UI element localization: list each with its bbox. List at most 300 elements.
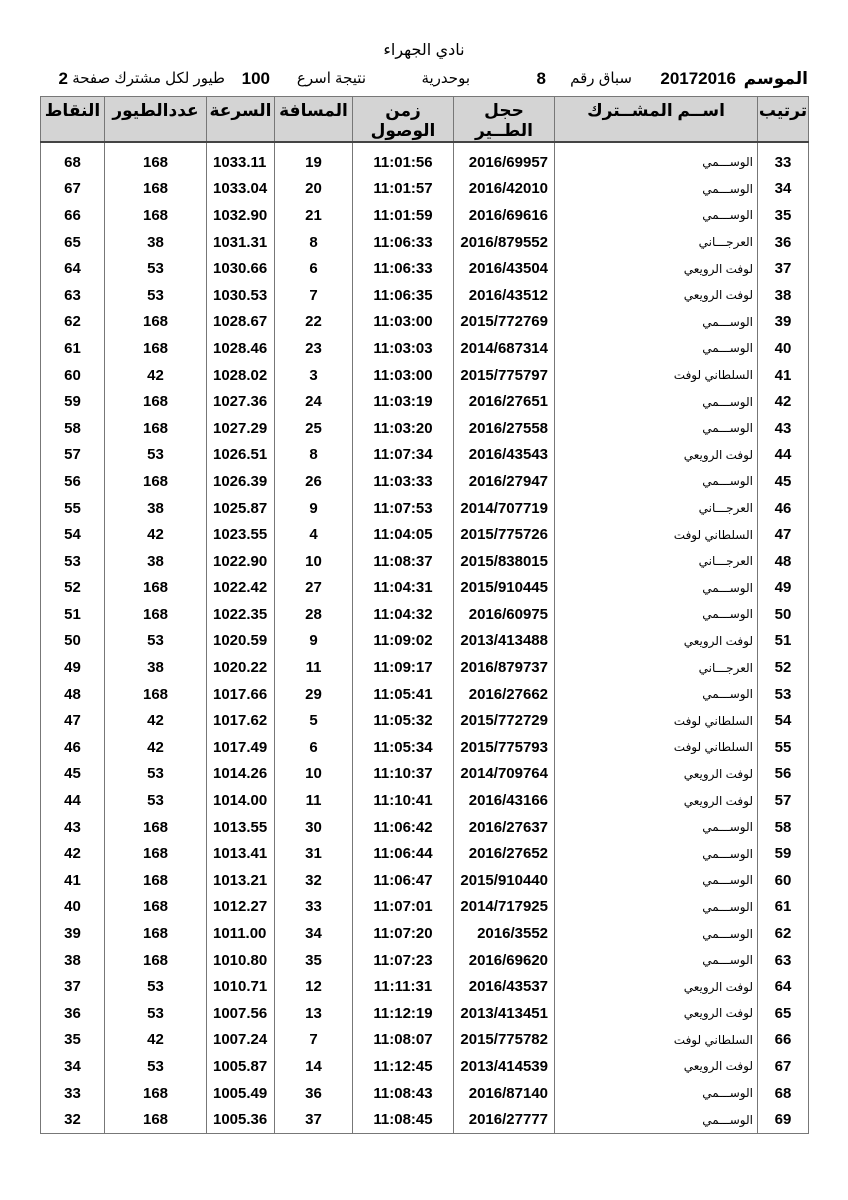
points-cell: 60 <box>41 362 105 389</box>
name-cell: العرجـــاني <box>555 654 758 681</box>
speed-cell: 1031.31 <box>207 229 275 256</box>
rank-cell: 63 <box>758 947 809 974</box>
rank-cell: 54 <box>758 707 809 734</box>
table-row <box>41 734 809 761</box>
name-cell: لوفت الرويعي <box>555 282 758 309</box>
table-row <box>41 388 809 415</box>
table-row <box>41 867 809 894</box>
speed-cell: 1028.46 <box>207 335 275 362</box>
distance-cell: 13 <box>275 1000 353 1027</box>
distance-cell: 3 <box>275 362 353 389</box>
name-cell: لوفت الرويعي <box>555 761 758 788</box>
speed-cell: 1028.67 <box>207 309 275 336</box>
table-header-row <box>41 97 809 143</box>
ring-cell: 2016/69957 <box>454 149 555 176</box>
points-cell: 33 <box>41 1080 105 1107</box>
speed-cell: 1023.55 <box>207 521 275 548</box>
rank-cell: 51 <box>758 628 809 655</box>
birds-cell: 53 <box>105 628 207 655</box>
birds-cell: 42 <box>105 707 207 734</box>
ring-cell: 2016/27777 <box>454 1106 555 1133</box>
name-cell: الوســـمي <box>555 681 758 708</box>
ring-cell: 2014/687314 <box>454 335 555 362</box>
points-cell: 51 <box>41 601 105 628</box>
distance-cell: 8 <box>275 229 353 256</box>
speed-cell: 1005.87 <box>207 1053 275 1080</box>
birds-cell: 168 <box>105 840 207 867</box>
speed-cell: 1022.42 <box>207 575 275 602</box>
birds-cell: 38 <box>105 548 207 575</box>
birds-cell: 168 <box>105 867 207 894</box>
arrival-cell: 11:03:33 <box>353 468 454 495</box>
distance-cell: 28 <box>275 601 353 628</box>
distance-cell: 6 <box>275 255 353 282</box>
table-row <box>41 309 809 336</box>
birds-cell: 42 <box>105 1027 207 1054</box>
name-cell: الوســـمي <box>555 335 758 362</box>
speed-cell: 1017.62 <box>207 707 275 734</box>
ring-cell: 2013/413451 <box>454 1000 555 1027</box>
birds-cell: 168 <box>105 468 207 495</box>
birds-cell: 168 <box>105 1106 207 1133</box>
points-cell: 44 <box>41 787 105 814</box>
points-cell: 56 <box>41 468 105 495</box>
points-cell: 46 <box>41 734 105 761</box>
speed-cell: 1026.51 <box>207 442 275 469</box>
arrival-cell: 11:08:43 <box>353 1080 454 1107</box>
arrival-cell: 11:06:42 <box>353 814 454 841</box>
distance-cell: 19 <box>275 149 353 176</box>
ring-cell: 2016/43543 <box>454 442 555 469</box>
ring-cell: 2016/27652 <box>454 840 555 867</box>
birds-cell: 53 <box>105 787 207 814</box>
distance-cell: 24 <box>275 388 353 415</box>
points-cell: 64 <box>41 255 105 282</box>
name-cell: السلطاني لوفت <box>555 1027 758 1054</box>
birds-cell: 42 <box>105 734 207 761</box>
rank-cell: 62 <box>758 920 809 947</box>
distance-cell: 20 <box>275 176 353 203</box>
distance-cell: 33 <box>275 894 353 921</box>
arrival-cell: 11:04:32 <box>353 601 454 628</box>
race-number: 8 <box>536 69 546 88</box>
birds-cell: 168 <box>105 202 207 229</box>
ring-cell: 2016/27558 <box>454 415 555 442</box>
arrival-cell: 11:12:19 <box>353 1000 454 1027</box>
name-cell: الوســـمي <box>555 388 758 415</box>
birds-cell: 168 <box>105 920 207 947</box>
table-row <box>41 1106 809 1133</box>
birds-cell: 38 <box>105 654 207 681</box>
points-cell: 59 <box>41 388 105 415</box>
rank-cell: 60 <box>758 867 809 894</box>
header-distance: المسافة <box>275 97 353 143</box>
distance-cell: 10 <box>275 761 353 788</box>
speed-cell: 1025.87 <box>207 495 275 522</box>
name-cell: السلطاني لوفت <box>555 362 758 389</box>
season-label: الموسم <box>743 69 808 88</box>
rank-cell: 45 <box>758 468 809 495</box>
rank-cell: 47 <box>758 521 809 548</box>
name-cell: لوفت الرويعي <box>555 787 758 814</box>
distance-cell: 12 <box>275 973 353 1000</box>
distance-cell: 34 <box>275 920 353 947</box>
points-cell: 39 <box>41 920 105 947</box>
distance-cell: 5 <box>275 707 353 734</box>
rank-cell: 37 <box>758 255 809 282</box>
table-row <box>41 628 809 655</box>
ring-cell: 2016/60975 <box>454 601 555 628</box>
name-cell: الوســـمي <box>555 814 758 841</box>
birds-cell: 168 <box>105 894 207 921</box>
rank-cell: 39 <box>758 309 809 336</box>
table-row <box>41 1080 809 1107</box>
ring-cell: 2016/27637 <box>454 814 555 841</box>
rank-cell: 56 <box>758 761 809 788</box>
arrival-cell: 11:07:53 <box>353 495 454 522</box>
rank-cell: 66 <box>758 1027 809 1054</box>
ring-cell: 2016/69620 <box>454 947 555 974</box>
ring-cell: 2016/879737 <box>454 654 555 681</box>
rank-cell: 61 <box>758 894 809 921</box>
speed-cell: 1027.36 <box>207 388 275 415</box>
rank-cell: 65 <box>758 1000 809 1027</box>
ring-cell: 2016/3552 <box>454 920 555 947</box>
birds-cell: 168 <box>105 388 207 415</box>
birds-cell: 42 <box>105 362 207 389</box>
name-cell: الوســـمي <box>555 601 758 628</box>
name-cell: الوســـمي <box>555 415 758 442</box>
ring-cell: 2016/87140 <box>454 1080 555 1107</box>
table-row <box>41 601 809 628</box>
speed-cell: 1013.41 <box>207 840 275 867</box>
distance-cell: 7 <box>275 1027 353 1054</box>
birds-cell: 168 <box>105 601 207 628</box>
distance-cell: 11 <box>275 787 353 814</box>
points-cell: 65 <box>41 229 105 256</box>
rank-cell: 34 <box>758 176 809 203</box>
distance-cell: 27 <box>275 575 353 602</box>
rank-cell: 40 <box>758 335 809 362</box>
rank-cell: 59 <box>758 840 809 867</box>
ring-cell: 2013/413488 <box>454 628 555 655</box>
points-cell: 49 <box>41 654 105 681</box>
table-row <box>41 973 809 1000</box>
arrival-cell: 11:07:23 <box>353 947 454 974</box>
name-cell: العرجـــاني <box>555 495 758 522</box>
header-ring: حجل الطــير <box>454 97 555 143</box>
speed-cell: 1033.11 <box>207 149 275 176</box>
table-row <box>41 1000 809 1027</box>
table-row <box>41 282 809 309</box>
points-cell: 55 <box>41 495 105 522</box>
name-cell: السلطاني لوفت <box>555 707 758 734</box>
distance-cell: 9 <box>275 495 353 522</box>
points-cell: 45 <box>41 761 105 788</box>
rank-cell: 42 <box>758 388 809 415</box>
distance-cell: 35 <box>275 947 353 974</box>
ring-cell: 2016/69616 <box>454 202 555 229</box>
birds-cell: 53 <box>105 1000 207 1027</box>
distance-cell: 11 <box>275 654 353 681</box>
result-label: نتيجة اسرع <box>296 70 366 87</box>
speed-cell: 1014.26 <box>207 761 275 788</box>
speed-cell: 1007.56 <box>207 1000 275 1027</box>
distance-cell: 30 <box>275 814 353 841</box>
ring-cell: 2016/27662 <box>454 681 555 708</box>
ring-cell: 2016/43537 <box>454 973 555 1000</box>
speed-cell: 1020.59 <box>207 628 275 655</box>
name-cell: لوفت الرويعي <box>555 1000 758 1027</box>
rank-cell: 55 <box>758 734 809 761</box>
speed-cell: 1030.53 <box>207 282 275 309</box>
name-cell: لوفت الرويعي <box>555 628 758 655</box>
distance-cell: 29 <box>275 681 353 708</box>
arrival-cell: 11:03:20 <box>353 415 454 442</box>
points-cell: 43 <box>41 814 105 841</box>
arrival-cell: 11:06:35 <box>353 282 454 309</box>
speed-cell: 1011.00 <box>207 920 275 947</box>
distance-cell: 14 <box>275 1053 353 1080</box>
arrival-cell: 11:12:45 <box>353 1053 454 1080</box>
rank-cell: 53 <box>758 681 809 708</box>
table-row <box>41 920 809 947</box>
name-cell: السلطاني لوفت <box>555 521 758 548</box>
ring-cell: 2016/43504 <box>454 255 555 282</box>
arrival-cell: 11:04:31 <box>353 575 454 602</box>
speed-cell: 1007.24 <box>207 1027 275 1054</box>
points-cell: 35 <box>41 1027 105 1054</box>
table-row <box>41 176 809 203</box>
table-row <box>41 840 809 867</box>
distance-cell: 32 <box>275 867 353 894</box>
arrival-cell: 11:06:47 <box>353 867 454 894</box>
table-row <box>41 335 809 362</box>
speed-cell: 1013.21 <box>207 867 275 894</box>
arrival-cell: 11:06:33 <box>353 255 454 282</box>
arrival-cell: 11:03:00 <box>353 309 454 336</box>
birds-cell: 53 <box>105 973 207 1000</box>
distance-cell: 26 <box>275 468 353 495</box>
points-cell: 53 <box>41 548 105 575</box>
arrival-cell: 11:01:56 <box>353 149 454 176</box>
distance-cell: 23 <box>275 335 353 362</box>
name-cell: الوســـمي <box>555 176 758 203</box>
distance-cell: 25 <box>275 415 353 442</box>
birds-cell: 168 <box>105 309 207 336</box>
points-cell: 66 <box>41 202 105 229</box>
points-cell: 37 <box>41 973 105 1000</box>
birds-cell: 168 <box>105 335 207 362</box>
birds-cell: 168 <box>105 149 207 176</box>
rank-cell: 69 <box>758 1106 809 1133</box>
speed-cell: 1010.71 <box>207 973 275 1000</box>
name-cell: الوســـمي <box>555 468 758 495</box>
rank-cell: 57 <box>758 787 809 814</box>
ring-cell: 2015/772769 <box>454 309 555 336</box>
rank-cell: 38 <box>758 282 809 309</box>
fastest-count: 100 <box>241 69 270 88</box>
arrival-cell: 11:04:05 <box>353 521 454 548</box>
rank-cell: 48 <box>758 548 809 575</box>
birds-cell: 168 <box>105 947 207 974</box>
name-cell: الوســـمي <box>555 840 758 867</box>
rank-cell: 33 <box>758 149 809 176</box>
name-cell: لوفت الرويعي <box>555 1053 758 1080</box>
name-cell: الوســـمي <box>555 947 758 974</box>
birds-cell: 53 <box>105 255 207 282</box>
name-cell: الوســـمي <box>555 309 758 336</box>
speed-cell: 1022.35 <box>207 601 275 628</box>
arrival-cell: 11:06:33 <box>353 229 454 256</box>
arrival-cell: 11:03:19 <box>353 388 454 415</box>
distance-cell: 31 <box>275 840 353 867</box>
speed-cell: 1032.90 <box>207 202 275 229</box>
birds-cell: 42 <box>105 521 207 548</box>
rank-cell: 58 <box>758 814 809 841</box>
name-cell: الوســـمي <box>555 920 758 947</box>
rank-cell: 41 <box>758 362 809 389</box>
rank-cell: 36 <box>758 229 809 256</box>
distance-cell: 9 <box>275 628 353 655</box>
table-row <box>41 548 809 575</box>
table-row <box>41 202 809 229</box>
arrival-cell: 11:11:31 <box>353 973 454 1000</box>
rank-cell: 49 <box>758 575 809 602</box>
distance-cell: 7 <box>275 282 353 309</box>
name-cell: الوســـمي <box>555 575 758 602</box>
distance-cell: 10 <box>275 548 353 575</box>
name-cell: الوســـمي <box>555 149 758 176</box>
page-number: 2 <box>58 69 68 88</box>
points-cell: 57 <box>41 442 105 469</box>
rank-cell: 50 <box>758 601 809 628</box>
points-cell: 61 <box>41 335 105 362</box>
rank-cell: 44 <box>758 442 809 469</box>
speed-cell: 1027.29 <box>207 415 275 442</box>
arrival-cell: 11:08:37 <box>353 548 454 575</box>
speed-cell: 1012.27 <box>207 894 275 921</box>
table-row <box>41 761 809 788</box>
arrival-cell: 11:09:17 <box>353 654 454 681</box>
ring-cell: 2015/910440 <box>454 867 555 894</box>
table-row <box>41 362 809 389</box>
birds-cell: 168 <box>105 415 207 442</box>
ring-cell: 2016/43166 <box>454 787 555 814</box>
points-cell: 63 <box>41 282 105 309</box>
arrival-cell: 11:07:01 <box>353 894 454 921</box>
rank-cell: 64 <box>758 973 809 1000</box>
ring-cell: 2015/838015 <box>454 548 555 575</box>
name-cell: لوفت الرويعي <box>555 973 758 1000</box>
rank-cell: 52 <box>758 654 809 681</box>
points-cell: 40 <box>41 894 105 921</box>
speed-cell: 1005.36 <box>207 1106 275 1133</box>
table-row <box>41 149 809 176</box>
ring-cell: 2015/772729 <box>454 707 555 734</box>
arrival-cell: 11:03:00 <box>353 362 454 389</box>
speed-cell: 1010.80 <box>207 947 275 974</box>
arrival-cell: 11:08:45 <box>353 1106 454 1133</box>
birds-cell: 53 <box>105 442 207 469</box>
arrival-cell: 11:06:44 <box>353 840 454 867</box>
points-cell: 50 <box>41 628 105 655</box>
table-row <box>41 575 809 602</box>
arrival-cell: 11:01:57 <box>353 176 454 203</box>
table-row <box>41 468 809 495</box>
birds-cell: 168 <box>105 681 207 708</box>
table-row <box>41 1027 809 1054</box>
ring-cell: 2015/910445 <box>454 575 555 602</box>
name-cell: الوســـمي <box>555 202 758 229</box>
rank-cell: 68 <box>758 1080 809 1107</box>
ring-cell: 2016/27651 <box>454 388 555 415</box>
table-row <box>41 947 809 974</box>
birds-cell: 168 <box>105 814 207 841</box>
ring-cell: 2014/717925 <box>454 894 555 921</box>
table-row <box>41 894 809 921</box>
points-cell: 62 <box>41 309 105 336</box>
birds-cell: 53 <box>105 1053 207 1080</box>
table-row <box>41 814 809 841</box>
arrival-cell: 11:05:32 <box>353 707 454 734</box>
table-row <box>41 442 809 469</box>
header-arrival: زمن الوصول <box>353 97 454 143</box>
speed-cell: 1017.49 <box>207 734 275 761</box>
name-cell: الوســـمي <box>555 1106 758 1133</box>
header-birds: عددالطيور <box>105 97 207 143</box>
ring-cell: 2015/775782 <box>454 1027 555 1054</box>
speed-cell: 1020.22 <box>207 654 275 681</box>
arrival-cell: 11:05:41 <box>353 681 454 708</box>
speed-cell: 1033.04 <box>207 176 275 203</box>
table-row <box>41 787 809 814</box>
name-cell: لوفت الرويعي <box>555 442 758 469</box>
distance-cell: 6 <box>275 734 353 761</box>
name-cell: السلطاني لوفت <box>555 734 758 761</box>
ring-cell: 2016/27947 <box>454 468 555 495</box>
points-cell: 67 <box>41 176 105 203</box>
birds-cell: 53 <box>105 282 207 309</box>
header-speed: السرعة <box>207 97 275 143</box>
points-cell: 54 <box>41 521 105 548</box>
name-cell: العرجـــاني <box>555 229 758 256</box>
ring-cell: 2016/43512 <box>454 282 555 309</box>
distance-cell: 22 <box>275 309 353 336</box>
ring-cell: 2016/879552 <box>454 229 555 256</box>
arrival-cell: 11:10:37 <box>353 761 454 788</box>
race-label: سباق رقم <box>570 70 632 87</box>
speed-cell: 1026.39 <box>207 468 275 495</box>
distance-cell: 4 <box>275 521 353 548</box>
distance-cell: 36 <box>275 1080 353 1107</box>
season-value: 20172016 <box>660 69 736 88</box>
name-cell: الوســـمي <box>555 867 758 894</box>
speed-cell: 1005.49 <box>207 1080 275 1107</box>
points-cell: 58 <box>41 415 105 442</box>
race-info-bar <box>40 68 808 90</box>
speed-cell: 1017.66 <box>207 681 275 708</box>
ring-cell: 2015/775793 <box>454 734 555 761</box>
table-row <box>41 1053 809 1080</box>
arrival-cell: 11:03:03 <box>353 335 454 362</box>
header-rank: ترتيب <box>758 97 809 143</box>
name-cell: العرجـــاني <box>555 548 758 575</box>
points-cell: 47 <box>41 707 105 734</box>
points-cell: 38 <box>41 947 105 974</box>
table-row <box>41 681 809 708</box>
points-cell: 68 <box>41 149 105 176</box>
